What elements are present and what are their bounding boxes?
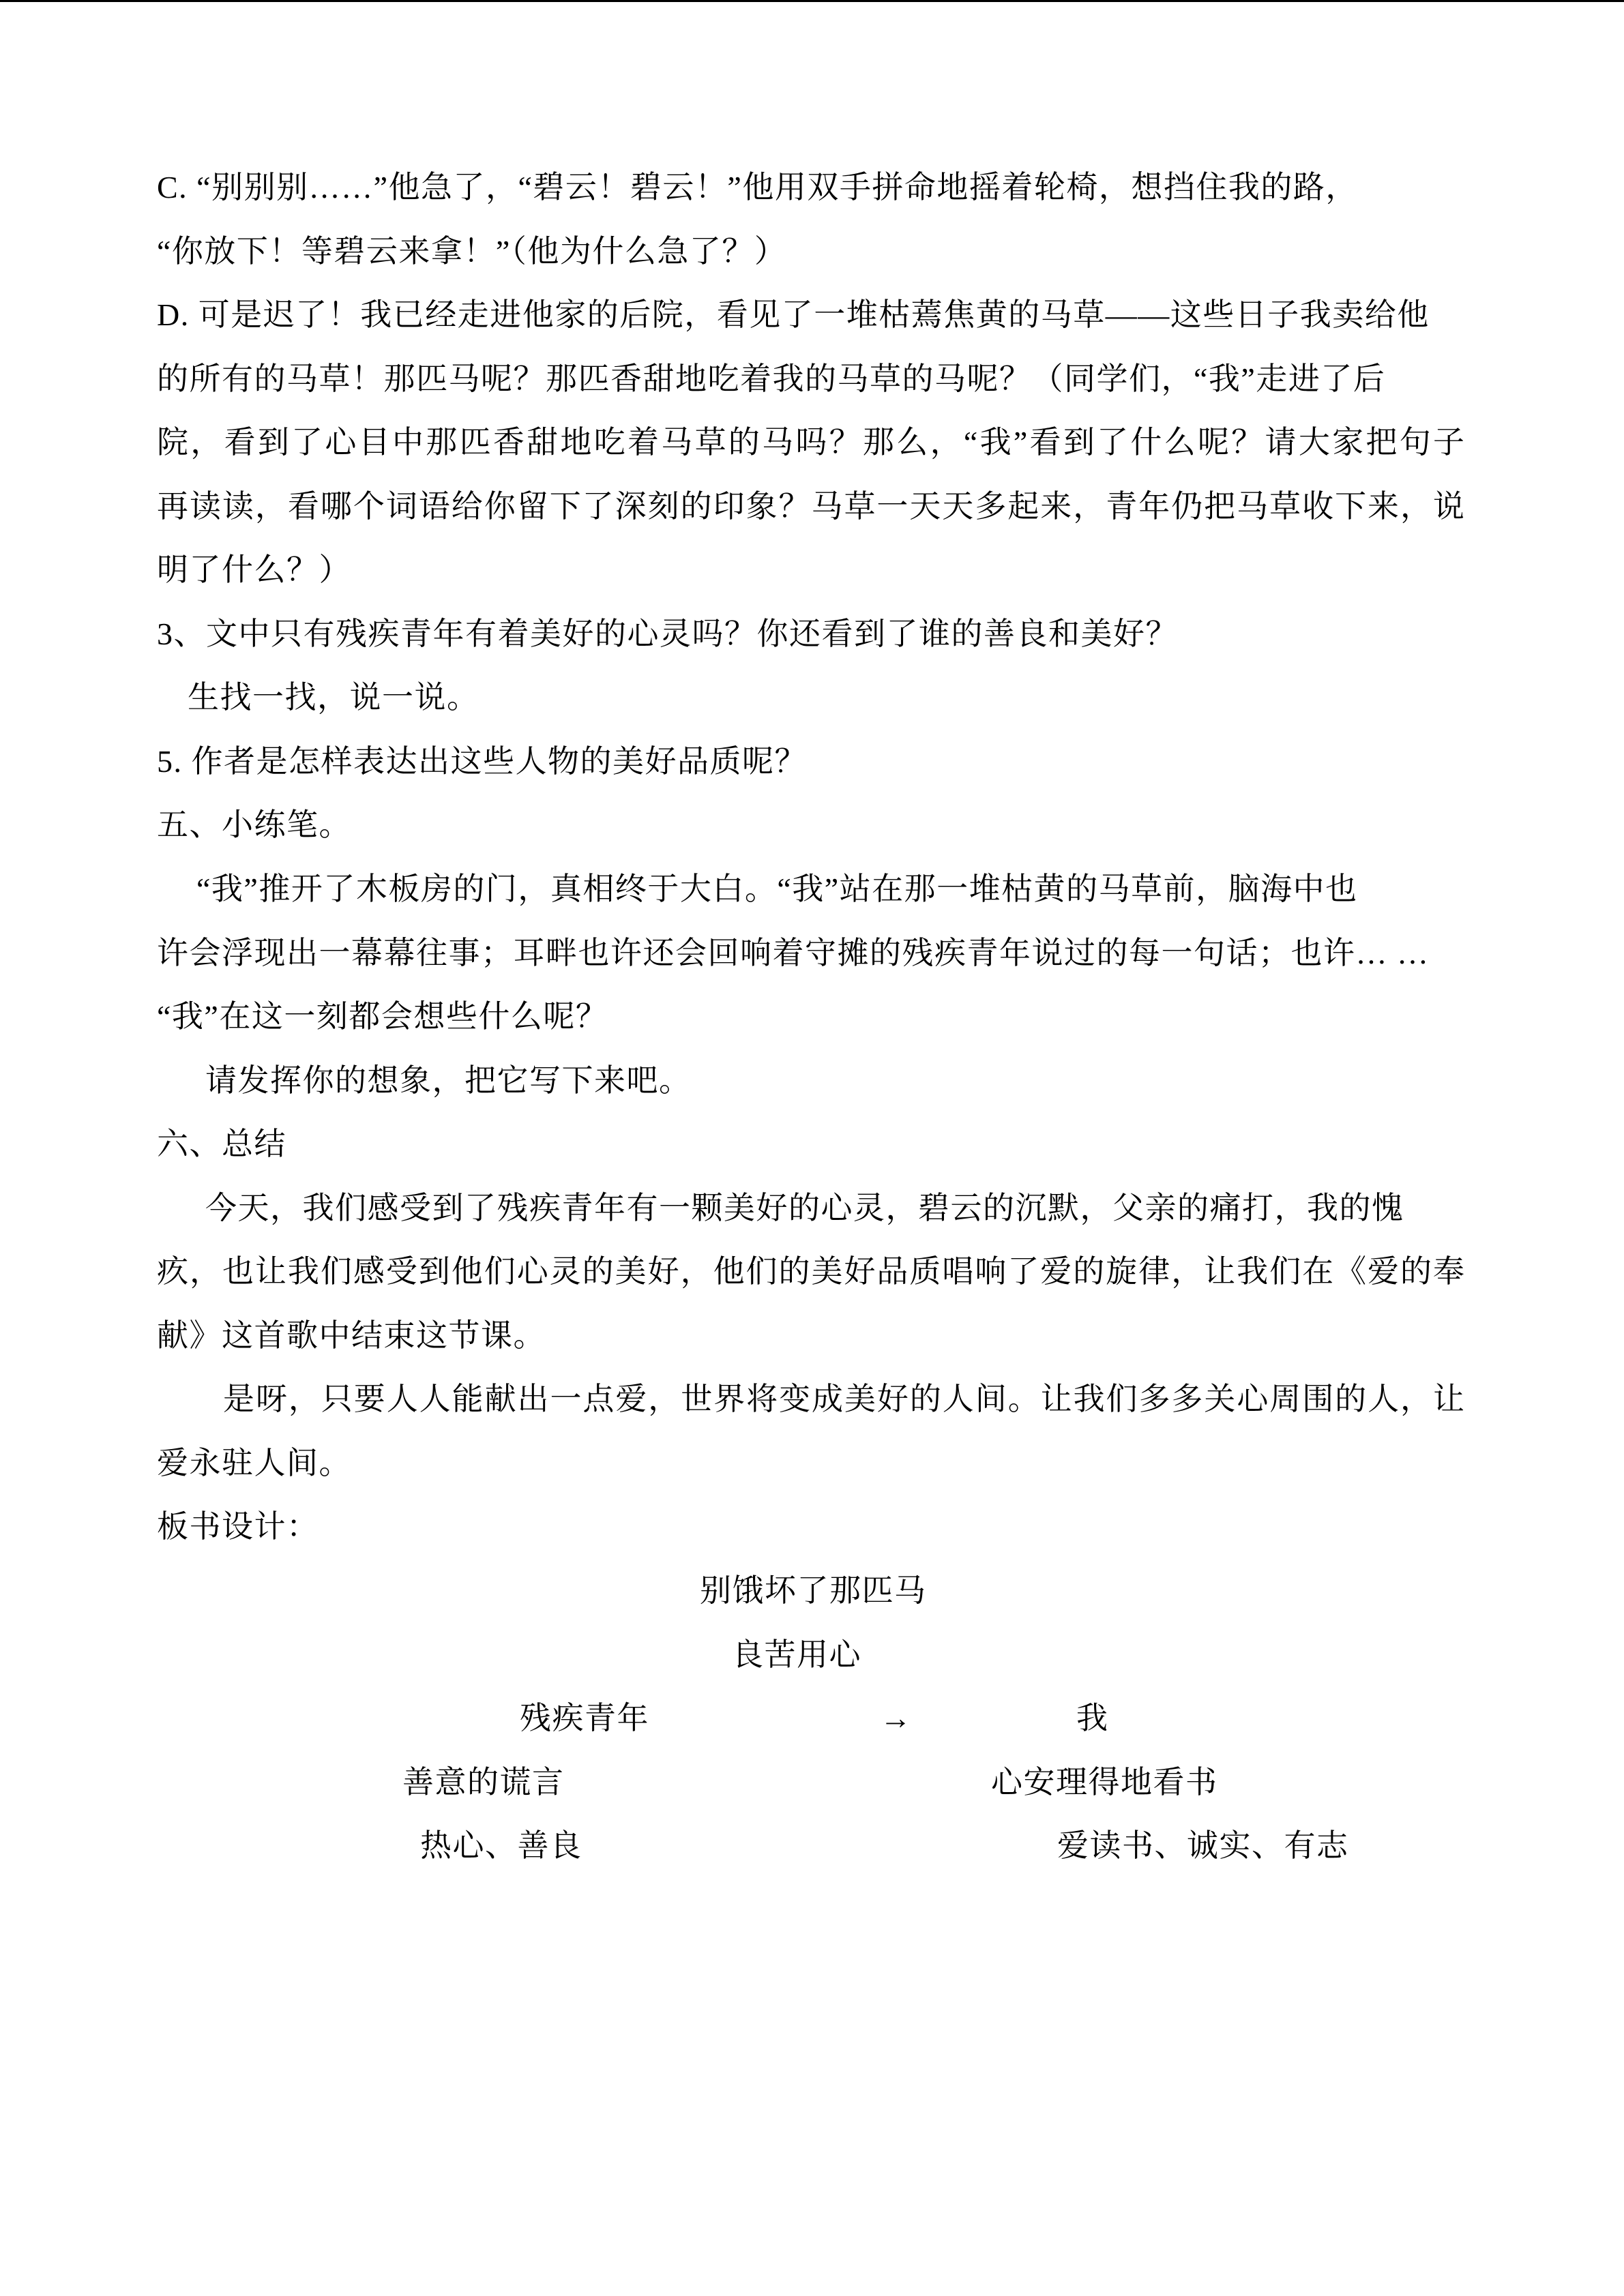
document-page (0, 155, 1624, 1878)
board-character-row (0, 1686, 1624, 1750)
paragraph-line: 今天，我们感受到了残疾青年有一颗美好的心灵，碧云的沉默，父亲的痛打，我的愧 (205, 1190, 1404, 1225)
board-right-character: 我 (1076, 1701, 1109, 1736)
question-d-line: 明了什么？） (157, 552, 351, 588)
question-d-line: 再读读，看哪个词语给你留下了深刻的印象？马草一天天多起来，青年仍把马草收下来，说 (157, 488, 1464, 524)
board-traits-row (0, 1814, 1624, 1878)
board-right-traits: 爱读书、诚实、有志 (1057, 1828, 1349, 1864)
question-3-line: 生找一找，说一说。 (188, 680, 479, 715)
section-heading: 五、小练笔。 (157, 807, 351, 843)
paragraph-line: 献》这首歌中结束这节课。 (157, 1317, 546, 1353)
paragraph-line: “我”推开了木板房的门，真相终于大白。“我”站在那一堆枯黄的马草前，脑海中也 (196, 871, 1358, 907)
board-title: 别饿坏了那匹马 (700, 1573, 927, 1609)
question-d-line: D. 可是迟了！我已经走进他家的后院，看见了一堆枯蔫焦黄的马草——这些日子我卖给他 (157, 297, 1430, 333)
board-right-deed: 心安理得地看书 (991, 1764, 1218, 1800)
question-5-line: 5. 作者是怎样表达出这些人物的美好品质呢？ (157, 743, 807, 779)
board-arrow-icon: → (880, 1701, 913, 1736)
board-theme: 良苦用心 (732, 1637, 861, 1672)
paragraph-line: 许会浮现出一幕幕往事；耳畔也许还会回响着守摊的残疾青年说过的每一句话；也许… … (157, 935, 1430, 970)
board-left-deed: 善意的谎言 (402, 1764, 565, 1800)
paragraph-line: 爱永驻人间。 (157, 1445, 351, 1480)
board-title-row (0, 1559, 1624, 1623)
board-deed-row (0, 1750, 1624, 1815)
board-theme-row (0, 1623, 1624, 1687)
board-left-traits: 热心、善良 (420, 1828, 582, 1864)
page-top-border (0, 0, 1624, 2)
paragraph-line: 疚，也让我们感受到他们心灵的美好，他们的美好品质唱响了爱的旋律，让我们在《爱的奉 (157, 1254, 1464, 1289)
question-d-line: 院，看到了心目中那匹香甜地吃着马草的马吗？那么，“我”看到了什么呢？请大家把句子 (157, 425, 1464, 460)
paragraph-line: 是呀，只要人人能献出一点爱，世界将变成美好的人间。让我们多多关心周围的人，让 (223, 1382, 1464, 1417)
question-d-line: 的所有的马草！那匹马呢？那匹香甜地吃着我的马草的马呢？（同学们，“我”走进了后 (157, 361, 1386, 396)
paragraph-line: “我”在这一刻都会想些什么呢？ (157, 999, 608, 1034)
board-design-heading: 板书设计： (157, 1509, 319, 1545)
board-left-character: 残疾青年 (520, 1701, 649, 1736)
paragraph-line: 请发挥你的想象，把它写下来吧。 (205, 1062, 692, 1098)
question-3-line: 3、文中只有残疾青年有着美好的心灵吗？你还看到了谁的善良和美好？ (157, 616, 1178, 651)
question-c-line: “你放下！等碧云来拿！”（他为什么急了？） (157, 233, 787, 269)
section-heading: 六、总结 (157, 1127, 286, 1162)
question-c-line: C. “别别别……”他急了，“碧云！碧云！”他用双手拼命地摇着轮椅，想挡住我的路， (157, 170, 1358, 205)
